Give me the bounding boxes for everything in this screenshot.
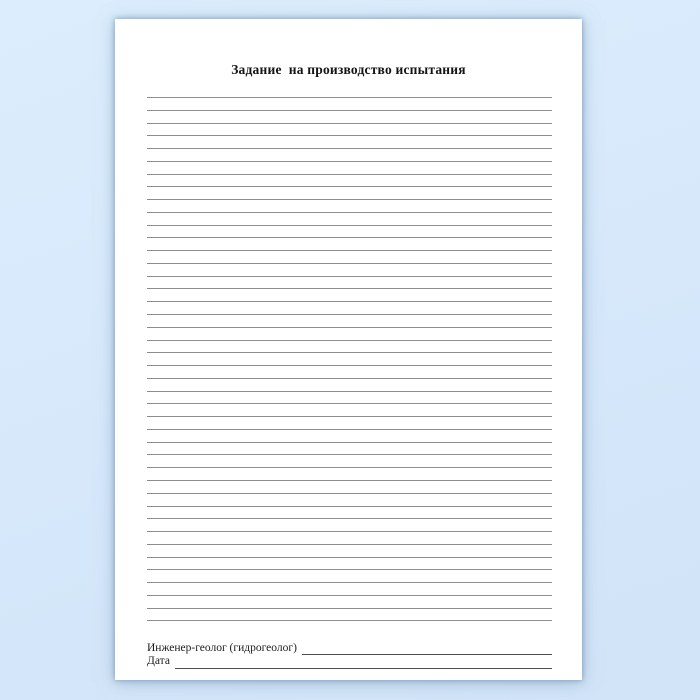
ruled-line: [147, 352, 552, 365]
ruled-line: [147, 161, 552, 174]
ruled-line: [147, 467, 552, 480]
document-title: Задание на производство испытания: [231, 62, 466, 77]
engineer-field-row: [147, 642, 552, 655]
ruled-line: [147, 506, 552, 519]
ruled-line: [147, 620, 552, 633]
ruled-line: [147, 544, 552, 557]
ruled-line: [147, 212, 552, 225]
ruled-line: [147, 327, 552, 340]
ruled-line: [147, 493, 552, 506]
ruled-line: [147, 225, 552, 238]
date-field-row: [147, 655, 552, 668]
ruled-line: [147, 391, 552, 404]
ruled-line: [147, 301, 552, 314]
ruled-line: [147, 518, 552, 531]
ruled-lines-area: [147, 97, 552, 633]
ruled-line: [147, 429, 552, 442]
date-field-label: Дата: [147, 655, 170, 668]
ruled-line: [147, 569, 552, 582]
ruled-line: [147, 403, 552, 416]
ruled-line: [147, 340, 552, 353]
ruled-line: [147, 557, 552, 570]
date-field-blank: [175, 666, 552, 669]
ruled-line: [147, 174, 552, 187]
ruled-line: [147, 135, 552, 148]
ruled-line: [147, 199, 552, 212]
ruled-line: [147, 365, 552, 378]
ruled-line: [147, 531, 552, 544]
ruled-line: [147, 237, 552, 250]
ruled-line: [147, 97, 552, 110]
document-page: [115, 19, 582, 680]
ruled-line: [147, 276, 552, 289]
ruled-line: [147, 288, 552, 301]
ruled-line: [147, 595, 552, 608]
ruled-line: [147, 416, 552, 429]
signature-block: [147, 642, 552, 669]
ruled-line: [147, 582, 552, 595]
ruled-line: [147, 263, 552, 276]
ruled-line: [147, 110, 552, 123]
ruled-line: [147, 148, 552, 161]
ruled-line: [147, 123, 552, 136]
engineer-field-blank: [302, 652, 552, 655]
ruled-line: [147, 314, 552, 327]
ruled-line: [147, 442, 552, 455]
engineer-field-label: Инженер-геолог (гидрогеолог): [147, 641, 297, 654]
ruled-line: [147, 608, 552, 621]
ruled-line: [147, 186, 552, 199]
ruled-line: [147, 378, 552, 391]
ruled-line: [147, 250, 552, 263]
ruled-line: [147, 454, 552, 467]
ruled-line: [147, 480, 552, 493]
